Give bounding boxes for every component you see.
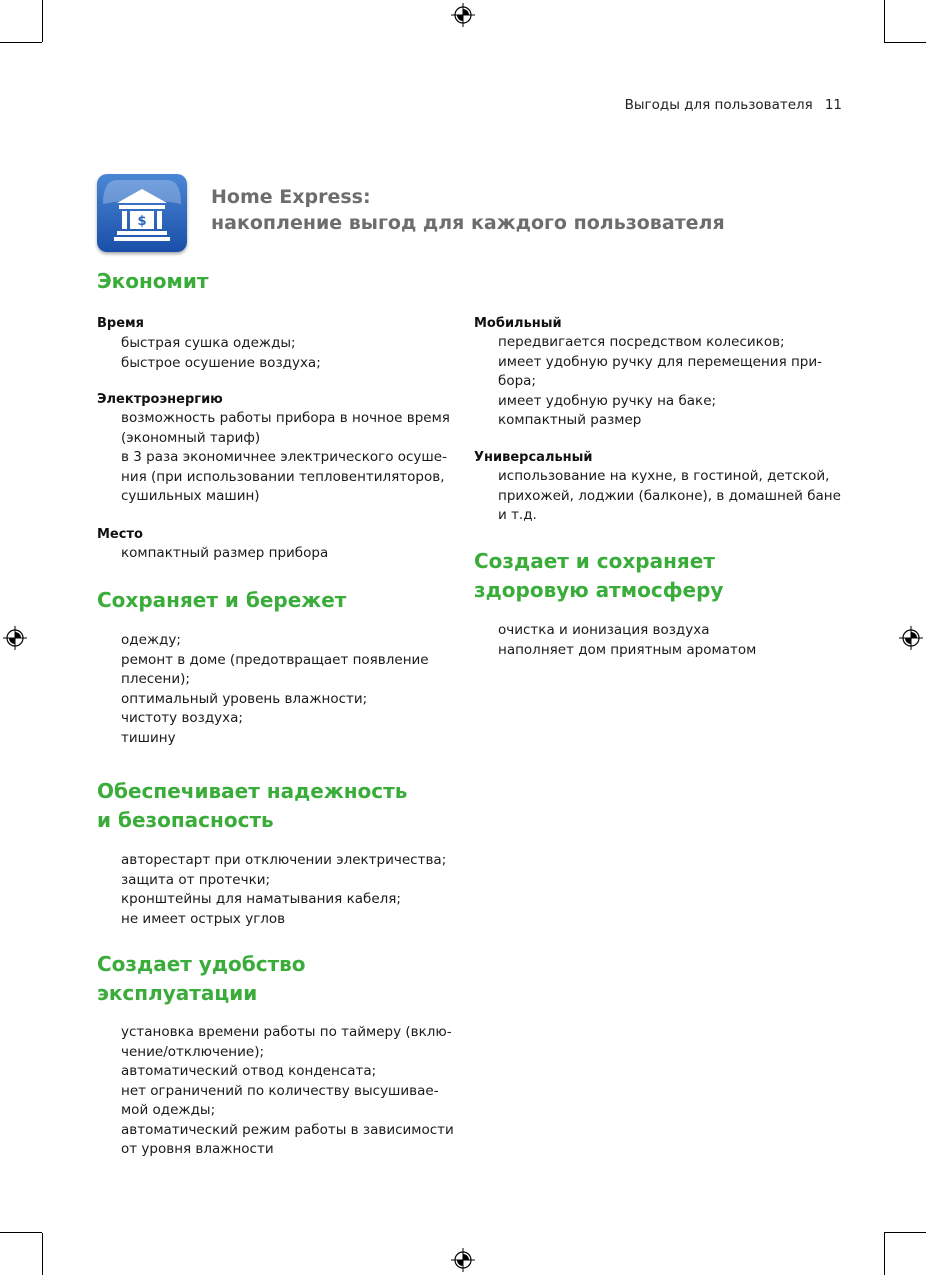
list-item: компактный размер <box>498 412 642 428</box>
heading-line: и безопасность <box>97 808 274 832</box>
heading-line: здоровую атмосферу <box>474 578 724 602</box>
list-item: авторестарт при отключении электричества; <box>121 852 447 868</box>
registration-mark-icon <box>451 1248 475 1272</box>
section-heading-preserves: Сохраняет и бережет <box>97 588 347 612</box>
list-item: одежду; <box>121 632 181 648</box>
subheading-electricity: Электроэнергию <box>97 392 223 407</box>
list-mobile <box>498 333 822 431</box>
list-item: передвигается посредством колесиков; <box>498 334 785 350</box>
list-item: чение/отключение); <box>121 1043 265 1060</box>
list-item: очистка и ионизация воздуха <box>498 622 710 638</box>
crop-mark <box>884 1232 926 1233</box>
heading-line: Создает и сохраняет <box>474 549 715 573</box>
page-number: 11 <box>824 97 842 113</box>
list-preserves <box>121 631 429 748</box>
running-header <box>625 97 842 113</box>
bank-icon <box>97 174 187 252</box>
registration-mark-icon <box>3 626 27 650</box>
list-item: использование на кухне, в гостиной, детской, <box>498 468 830 484</box>
list-item: не имеет острых углов <box>121 910 286 927</box>
section-heading-safety <box>97 777 407 835</box>
list-item: чистоту воздуха; <box>121 710 243 726</box>
list-item: сушильных машин) <box>121 488 260 504</box>
registration-mark-icon <box>451 3 475 27</box>
list-item: защита от протечки; <box>121 871 271 888</box>
crop-mark <box>42 1233 43 1275</box>
heading-line: Создает удобство <box>97 952 306 976</box>
list-item: и т.д. <box>498 507 537 523</box>
list-item: автоматический режим работы в зависимости <box>121 1121 454 1138</box>
list-item: ремонт в доме (предотвращает появление <box>121 651 429 668</box>
subheading-space: Место <box>97 527 143 542</box>
list-item: от уровня влажности <box>121 1141 274 1157</box>
list-item: нет ограничений по количеству высушивае- <box>121 1082 439 1099</box>
list-item: имеет удобную ручку на баке; <box>498 392 717 409</box>
registration-mark-icon <box>899 626 923 650</box>
heading-line: Обеспечивает надежность <box>97 779 408 803</box>
crop-mark <box>884 0 885 42</box>
list-item: автоматический отвод конденсата; <box>121 1063 377 1079</box>
list-item: кронштейны для наматывания кабеля; <box>121 891 401 907</box>
list-item: быстрое осушение воздуха; <box>121 354 321 371</box>
list-item: компактный размер прибора <box>121 545 329 561</box>
list-safety <box>121 851 446 929</box>
subheading-time: Время <box>97 316 145 331</box>
list-item: имеет удобную ручку для перемещения при- <box>498 353 823 370</box>
heading-line: эксплуатации <box>97 981 258 1005</box>
list-item: ния (при использовании тепловентиляторов, <box>121 468 445 485</box>
list-item: плесени); <box>121 671 190 687</box>
page-title-line1: Home Express: <box>211 186 371 208</box>
list-space <box>121 544 328 564</box>
list-convenience <box>121 1023 454 1160</box>
list-item: наполняет дом приятным ароматом <box>498 641 757 658</box>
crop-mark <box>0 1232 42 1233</box>
list-item: возможность работы прибора в ночное время <box>121 410 450 426</box>
svg-text:$: $ <box>137 214 147 229</box>
crop-mark <box>42 0 43 42</box>
section-heading-convenience <box>97 950 306 1008</box>
section-heading-atmosphere <box>474 547 723 605</box>
list-item: мой одежды; <box>121 1102 216 1118</box>
list-item: в 3 раза экономичнее электрического осуше- <box>121 449 447 465</box>
section-heading-economy: Экономит <box>97 269 209 293</box>
list-item: тишину <box>121 729 176 746</box>
list-item: оптимальный уровень влажности; <box>121 690 368 707</box>
list-item: установка времени работы по таймеру (вклю- <box>121 1024 452 1040</box>
list-time <box>121 334 321 373</box>
list-universal <box>498 467 841 526</box>
list-item: бора; <box>498 373 536 389</box>
crop-mark <box>0 42 42 43</box>
list-item: прихожей, лоджии (балконе), в домашней бане <box>498 487 841 504</box>
crop-mark <box>884 42 926 43</box>
list-item: (экономный тариф) <box>121 429 261 446</box>
list-electricity <box>121 409 450 507</box>
list-item: быстрая сушка одежды; <box>121 335 296 351</box>
page-title-line2: накопление выгод для каждого пользователя <box>211 212 725 234</box>
section-title: Выгоды для пользователя <box>624 97 813 113</box>
subheading-mobile: Мобильный <box>474 316 562 331</box>
list-atmosphere <box>498 621 756 660</box>
crop-mark <box>884 1233 885 1275</box>
subheading-universal: Универсальный <box>474 450 593 465</box>
